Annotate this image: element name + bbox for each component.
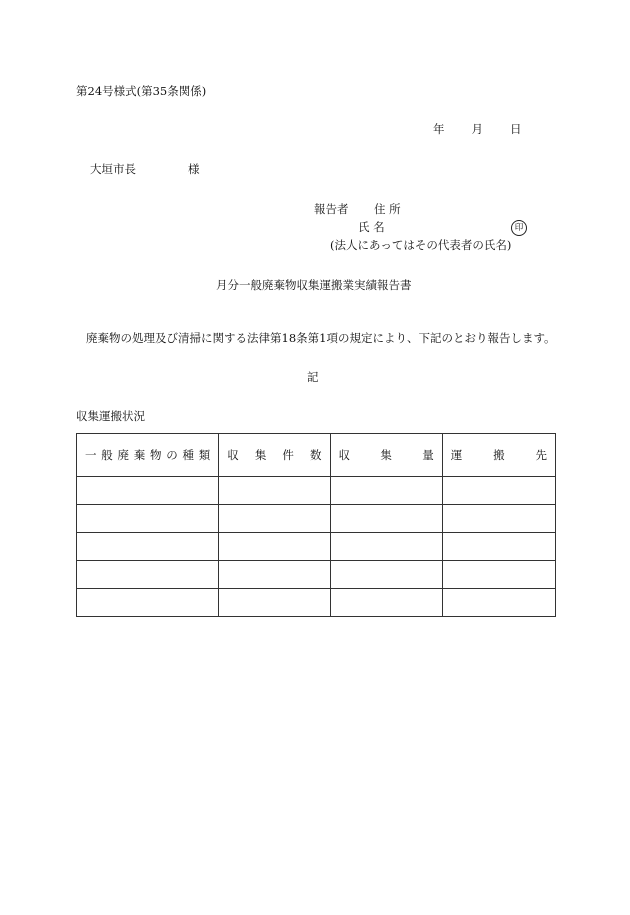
table-cell[interactable] <box>219 561 330 589</box>
table-row <box>77 505 556 533</box>
name-label: 氏 名 <box>358 220 385 234</box>
header-char: 運 <box>450 448 463 462</box>
header-char: 棄 <box>133 448 146 462</box>
header-collection-amount <box>330 434 442 477</box>
body-text: 廃棄物の処理及び清掃に関する法律第18条第1項の規定により、下記のとおり報告します。 <box>86 331 556 345</box>
header-char: 物 <box>150 448 162 462</box>
header-char: 量 <box>422 448 434 462</box>
header-char: 廃 <box>117 448 129 462</box>
table-cell[interactable] <box>77 477 219 505</box>
form-number: 第24号様式(第35条関係) <box>76 84 207 98</box>
table-cell[interactable] <box>330 589 442 617</box>
table-cell[interactable] <box>442 589 555 617</box>
collection-status-table <box>76 433 556 617</box>
address-label: 住 所 <box>374 202 401 216</box>
header-char: 般 <box>101 448 113 462</box>
header-char: 収 <box>227 448 239 462</box>
date-day: 日 <box>510 122 522 136</box>
header-char: 類 <box>198 448 211 462</box>
header-destination <box>442 434 555 477</box>
table-cell[interactable] <box>442 533 555 561</box>
table-cell[interactable] <box>77 505 219 533</box>
seal-mark: 印 <box>511 220 527 236</box>
ki-heading: 記 <box>307 370 319 384</box>
addressee-honorific: 様 <box>188 162 200 176</box>
table-cell[interactable] <box>330 561 442 589</box>
header-char: 一 <box>85 448 97 462</box>
table-cell[interactable] <box>219 505 330 533</box>
date-line <box>433 124 522 136</box>
table-cell[interactable] <box>442 561 555 589</box>
header-char: 数 <box>309 448 322 462</box>
table-cell[interactable] <box>77 533 219 561</box>
table-cell[interactable] <box>330 533 442 561</box>
reporter-label: 報告者 <box>314 202 349 216</box>
header-char: 集 <box>254 448 267 462</box>
table-cell[interactable] <box>77 589 219 617</box>
header-char: 種 <box>182 448 194 462</box>
representative-note: (法人にあってはその代表者の氏名) <box>330 238 512 252</box>
table-cell[interactable] <box>219 533 330 561</box>
table-row <box>77 589 556 617</box>
addressee <box>90 164 200 176</box>
table-cell[interactable] <box>442 477 555 505</box>
table-cell[interactable] <box>77 561 219 589</box>
header-char: 収 <box>338 448 351 462</box>
document-title: 月分一般廃棄物収集運搬業実績報告書 <box>216 278 412 292</box>
addressee-name: 大垣市長 <box>90 162 136 176</box>
table-cell[interactable] <box>219 477 330 505</box>
header-collection-count <box>219 434 330 477</box>
date-year: 年 <box>433 122 445 136</box>
header-char: 集 <box>380 448 392 462</box>
table-cell[interactable] <box>330 477 442 505</box>
table-row <box>77 533 556 561</box>
header-char: 搬 <box>493 448 505 462</box>
table-cell[interactable] <box>330 505 442 533</box>
header-char: 先 <box>535 448 547 462</box>
table-row <box>77 561 556 589</box>
table-cell[interactable] <box>219 589 330 617</box>
header-char: の <box>166 448 178 462</box>
date-month: 月 <box>471 122 483 136</box>
table-cell[interactable] <box>442 505 555 533</box>
header-char: 件 <box>282 448 294 462</box>
header-waste-type <box>77 434 219 477</box>
table-header-row <box>77 434 556 477</box>
section-title: 収集運搬状況 <box>76 409 145 423</box>
table-row <box>77 477 556 505</box>
